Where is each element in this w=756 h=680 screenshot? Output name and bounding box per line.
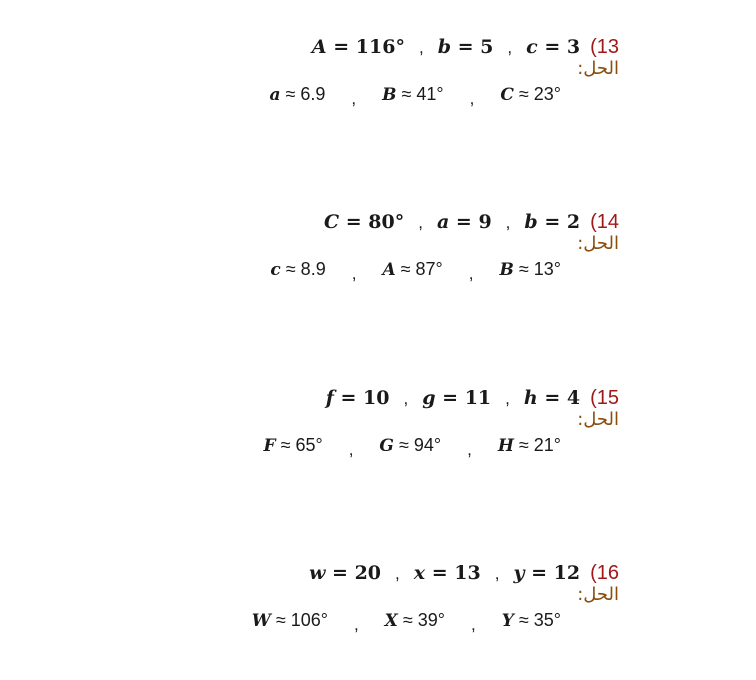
answer-var: H	[497, 436, 514, 456]
answer-value: ≈ 39°	[402, 610, 445, 630]
given-value: = 20	[332, 562, 382, 584]
answer-line	[269, 82, 561, 106]
problem-number: (13	[590, 36, 619, 58]
given-value: = 80°	[345, 211, 405, 233]
answer-var: B	[499, 260, 514, 280]
answer-var: Y	[501, 611, 514, 631]
answer-item	[252, 608, 328, 633]
given-var: x	[413, 562, 426, 584]
answer-line	[252, 608, 561, 632]
separator: ,	[353, 615, 359, 634]
answer-var: X	[384, 611, 398, 631]
problem-number: (16	[590, 562, 619, 584]
given-var: y	[513, 562, 525, 584]
problem-number: (14	[590, 211, 619, 233]
separator: ,	[469, 89, 475, 108]
given-value: = 11	[442, 387, 492, 409]
answer-value: ≈ 65°	[280, 435, 323, 455]
answer-value: ≈ 94°	[398, 435, 442, 455]
given-var: C	[324, 211, 340, 233]
separator: ,	[351, 89, 357, 108]
answer-item	[498, 433, 561, 458]
given-item	[513, 560, 580, 586]
answer-var: C	[500, 85, 514, 105]
given-item	[524, 385, 580, 411]
answer-value: ≈ 106°	[275, 610, 328, 630]
given-var: f	[325, 387, 334, 409]
separator: ,	[494, 564, 500, 583]
answer-value: ≈ 23°	[518, 84, 561, 104]
answer-line	[263, 433, 561, 457]
given-var: A	[311, 36, 327, 58]
separator: ,	[505, 389, 510, 408]
answer-value: ≈ 8.9	[285, 259, 326, 279]
given-line	[309, 560, 619, 586]
given-item	[324, 209, 404, 235]
given-value: = 3	[544, 36, 581, 58]
answer-var: G	[379, 436, 394, 456]
given-line	[312, 34, 619, 60]
problem-13	[0, 34, 756, 154]
answer-item	[382, 257, 442, 282]
problem-16	[0, 560, 756, 680]
given-item	[326, 385, 390, 411]
answer-item	[269, 82, 325, 107]
problem-number: (15	[590, 387, 619, 409]
answer-item	[382, 82, 444, 107]
answer-value: ≈ 6.9	[285, 84, 326, 104]
answer-value: ≈ 41°	[401, 84, 444, 104]
answer-var: c	[270, 260, 281, 280]
separator: ,	[468, 264, 474, 283]
given-value: = 10	[340, 387, 390, 409]
problem-15	[0, 385, 756, 505]
answer-var: A	[382, 260, 396, 280]
answer-item	[263, 433, 322, 458]
answer-item	[500, 82, 561, 107]
answer-item	[385, 608, 445, 633]
answer-value: ≈ 35°	[518, 610, 561, 630]
given-value: = 4	[544, 387, 581, 409]
given-value: = 5	[457, 36, 494, 58]
given-value: = 9	[455, 211, 492, 233]
separator: ,	[418, 213, 423, 232]
given-item	[524, 209, 580, 235]
answer-var: W	[251, 611, 271, 631]
solution-label: الحل:	[577, 584, 619, 605]
answer-value: ≈ 13°	[518, 259, 561, 279]
given-item	[422, 385, 491, 411]
given-item	[309, 560, 381, 586]
given-var: b	[437, 36, 451, 58]
separator: ,	[351, 264, 357, 283]
given-value: = 2	[544, 211, 581, 233]
solution-label: الحل:	[577, 409, 619, 430]
given-value: = 12	[531, 562, 581, 584]
answer-item	[379, 433, 441, 458]
given-var: b	[524, 211, 538, 233]
separator: ,	[418, 38, 424, 57]
given-var: a	[436, 211, 450, 233]
answer-value: ≈ 87°	[400, 259, 443, 279]
separator: ,	[471, 615, 476, 634]
given-item	[438, 34, 494, 60]
answer-item	[500, 257, 562, 282]
given-line	[326, 385, 619, 411]
given-item	[437, 209, 492, 235]
given-var: g	[422, 387, 436, 409]
separator: ,	[505, 213, 511, 232]
given-value: = 13	[431, 562, 481, 584]
given-var: c	[526, 36, 538, 58]
separator: ,	[395, 564, 400, 583]
answer-value: ≈ 21°	[518, 435, 561, 455]
given-item	[526, 34, 580, 60]
answer-var: B	[382, 85, 397, 105]
answer-line	[270, 257, 561, 281]
given-var: h	[523, 387, 538, 409]
given-line	[324, 209, 619, 235]
separator: ,	[507, 38, 513, 57]
separator: ,	[403, 389, 409, 408]
given-item	[414, 560, 481, 586]
problem-14	[0, 209, 756, 329]
solution-label: الحل:	[577, 233, 619, 254]
answer-item	[270, 257, 325, 282]
given-item	[312, 34, 405, 60]
solution-label: الحل:	[577, 58, 619, 79]
separator: ,	[467, 440, 472, 459]
separator: ,	[348, 440, 354, 459]
answer-item	[502, 608, 561, 633]
answer-var: a	[269, 85, 281, 105]
given-value: = 116°	[333, 36, 405, 58]
given-var: w	[309, 562, 326, 584]
answer-var: F	[263, 436, 276, 456]
